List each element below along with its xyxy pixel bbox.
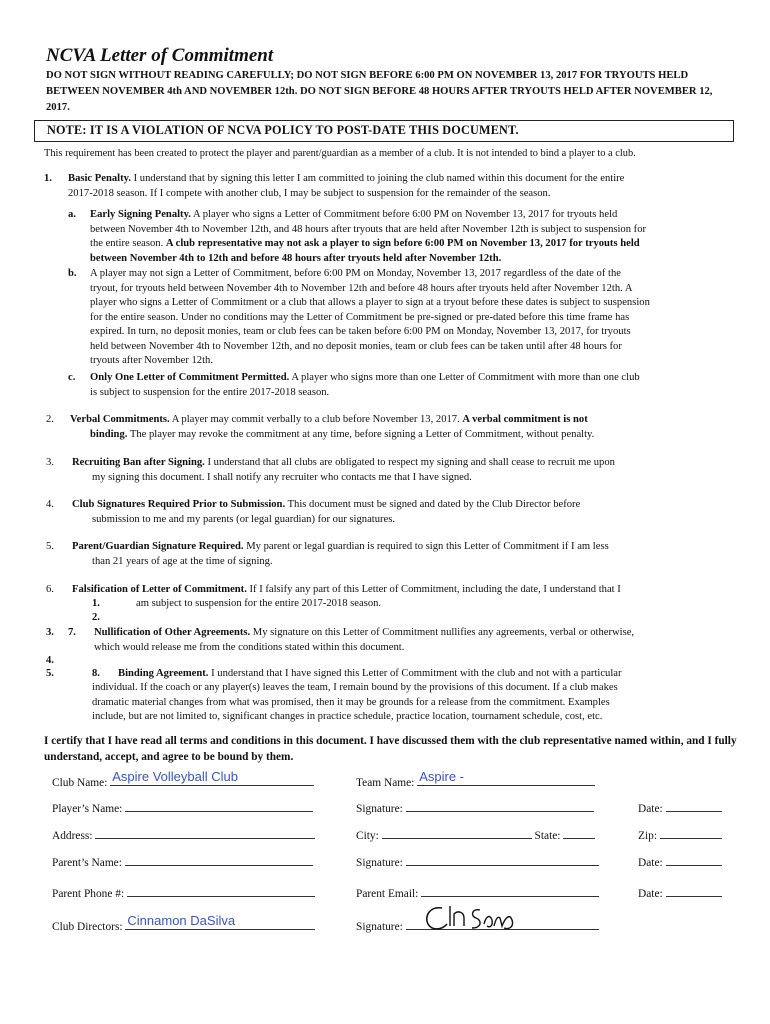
- parents-name-field[interactable]: [125, 853, 313, 866]
- parents-name-row: Parent’s Name:: [52, 853, 313, 869]
- section-6: Falsification of Letter of Commitment. If I falsify any part of this Letter of Commitment, including the date, I understand that I: [72, 584, 621, 595]
- team-name-field[interactable]: Aspire -: [417, 773, 595, 786]
- section-5-heading: Parent/Guardian Signature Required.: [72, 541, 244, 552]
- section-1-heading: Basic Penalty.: [68, 173, 131, 184]
- signature-stroke-lva: [494, 917, 513, 929]
- parent-date-row: Date:: [638, 853, 722, 869]
- parent-signature-row: Signature:: [356, 853, 599, 869]
- players-name-row: Player’s Name:: [52, 799, 313, 815]
- city-field[interactable]: [382, 826, 532, 839]
- section-1a: Early Signing Penalty. A player who signs a Letter of Commitment before 6:00 PM on November 13, 2017 for tryouts held between November 4th to November 12th, and 48 hours after tryouts that are held after November 12th is subject to suspension for the entire season. A club representative may not ask a player to sign before 6:00 PM on November 13, 2017 for tryouts held between November 4th to 12th and before 48 hours after tryouts held after November 12th.: [90, 209, 647, 264]
- parent-email-date-field[interactable]: [666, 884, 722, 897]
- section-8-prefix-5: 5.: [46, 668, 54, 679]
- section-1-number: 1.: [44, 173, 52, 184]
- address-field[interactable]: [95, 826, 315, 839]
- player-signature-field[interactable]: [406, 799, 594, 812]
- signing-warning: DO NOT SIGN WITHOUT READING CAREFULLY; DO NOT SIGN BEFORE 6:00 PM ON NOVEMBER 13, 2017 FOR TRYOUTS HELD BETWEEN NOVEMBER 4th AND NOVEMBER 12th. DO NOT SIGN BEFORE 48 HOURS AFTER TRYOUTS HELD AFTER NOVEMBER 12, 2017.: [46, 70, 713, 113]
- signature-stroke-c: [427, 908, 447, 929]
- section-6-sub-1: 1.: [92, 598, 100, 609]
- section-7: Nullification of Other Agreements. My signature on this Letter of Commitment nullifies any agreements, verbal or otherwise, which would release me from the conditions stated within this document.: [94, 627, 635, 653]
- section-3-number: 3.: [46, 457, 54, 468]
- section-1: Basic Penalty. I understand that by signing this letter I am committed to joining the club named within this document for the entire 2017-2018 season. If I compete with another club, I may be subject to suspension for the remainder of the season.: [68, 173, 625, 199]
- team-name-row: Team Name: Aspire -: [356, 773, 595, 789]
- parent-date-field[interactable]: [666, 853, 722, 866]
- section-3: Recruiting Ban after Signing. I understand that all clubs are obligated to respect my signing and shall cease to recruit me upon my signing this document. I shall notify any recruiter who contacts me that I have signed.: [72, 457, 615, 483]
- address-row: Address:: [52, 826, 315, 842]
- club-name-row: Club Name: Aspire Volleyball Club: [52, 773, 314, 789]
- section-4: Club Signatures Required Prior to Submission. This document must be signed and dated by the Club Director before submission to me and my parents (or legal guardian) for our signatures.: [72, 499, 581, 525]
- section-5-number: 5.: [46, 541, 54, 552]
- player-signature-row: Signature:: [356, 799, 594, 815]
- section-1c-letter: c.: [68, 372, 76, 383]
- club-directors-field[interactable]: Cinnamon DaSilva: [125, 917, 315, 930]
- zip-field[interactable]: [660, 826, 722, 839]
- section-6-number: 6.: [46, 584, 54, 595]
- director-signature-image: [420, 902, 524, 936]
- document-title: NCVA Letter of Commitment: [46, 45, 274, 66]
- note-text: NOTE: IT IS A VIOLATION OF NCVA POLICY TO POST-DATE THIS DOCUMENT.: [47, 123, 519, 137]
- club-directors-row: Club Directors: Cinnamon DaSilva: [52, 917, 315, 933]
- signature-stroke-i: [484, 917, 492, 927]
- parent-email-field[interactable]: [421, 884, 599, 897]
- signature-stroke-n: [454, 912, 464, 926]
- section-1b: A player may not sign a Letter of Commitment, before 6:00 PM on Monday, November 13, 2017 regardless of the date of the tryout, for tryouts held between November 4th to November 12th and before 48 hours after tryouts held after November 12th. A player who signs a Letter of Commitment or a club that allows a player to sign at a tryout before these dates is subject to suspension for the entire season. Under no conditions may the Letter of Commitment be pre-signed or pre-dated before this time frame has expired. In turn, no deposit monies, team or club fees can be taken before 6:00 PM on Monday, November 13, 2017, for tryouts held between November 4th to November 12th, and no deposit monies, team or club fees can be taken until after 48 hours for tryouts after November 12th.: [90, 268, 650, 366]
- section-8-number: 8.: [92, 668, 100, 679]
- parent-phone-field[interactable]: [127, 884, 315, 897]
- section-2: Verbal Commitments. A player may commit verbally to a club before November 13, 2017. A verbal commitment is not binding. The player may revoke the commitment at any time, before signing a Letter of Commitment, without penalty.: [70, 414, 595, 440]
- section-2-number: 2.: [46, 414, 54, 425]
- note-box: [34, 120, 734, 142]
- section-3-heading: Recruiting Ban after Signing.: [72, 457, 205, 468]
- section-4-heading: Club Signatures Required Prior to Submission.: [72, 499, 286, 510]
- section-6-line-2: am subject to suspension for the entire 2017-2018 season.: [136, 598, 382, 609]
- parent-email-date-row: Date:: [638, 884, 722, 900]
- section-8-heading: Binding Agreement.: [118, 668, 209, 679]
- section-2-heading: Verbal Commitments.: [70, 414, 170, 425]
- section-1c: Only One Letter of Commitment Permitted. A player who signs more than one Letter of Commitment with more than one club is subject to suspension for the entire 2017-2018 season.: [90, 372, 640, 398]
- requirement-text: This requirement has been created to protect the player and parent/guardian as a member of a club. It is not intended to bind a player to a club.: [44, 148, 636, 159]
- director-signature-row: Signature:: [356, 917, 599, 933]
- section-8-body: individual. If the coach or any player(s) leaves the team, I remain bound by the provisions of this document. If a club makes dramatic material changes from what was promised, then it may be grounds for a release from the commitment. Examples include, but are not limited to, significant changes in practice schedule, practice location, tournament schedule, cost, etc.: [92, 682, 618, 722]
- state-field[interactable]: [563, 826, 595, 839]
- section-1c-heading: Only One Letter of Commitment Permitted.: [90, 372, 290, 383]
- player-date-field[interactable]: [666, 799, 722, 812]
- parent-signature-field[interactable]: [406, 853, 599, 866]
- players-name-field[interactable]: [125, 799, 313, 812]
- certification-statement: I certify that I have read all terms and conditions in this document. I have discussed them with the club representative named within, and I fully understand, accept, and agree to be bound by them.: [44, 735, 737, 763]
- section-6-sub-2: 2.: [92, 612, 100, 623]
- player-date-row: Date:: [638, 799, 722, 815]
- section-7-number: 7.: [68, 627, 76, 638]
- section-8: Binding Agreement. I understand that I have signed this Letter of Commitment with the club and not with a particular: [118, 668, 622, 679]
- parent-phone-row: Parent Phone #:: [52, 884, 315, 900]
- signature-stroke-s: [472, 910, 480, 928]
- section-7-prefix: 3.: [46, 627, 54, 638]
- section-4-number: 4.: [46, 499, 54, 510]
- parent-email-row: Parent Email:: [356, 884, 599, 900]
- zip-row: Zip:: [638, 826, 722, 842]
- club-name-field[interactable]: Aspire Volleyball Club: [110, 773, 314, 786]
- section-6-heading: Falsification of Letter of Commitment.: [72, 584, 247, 595]
- section-8-prefix-4: 4.: [46, 655, 54, 666]
- city-row: City: State:: [356, 826, 595, 842]
- section-1a-letter: a.: [68, 209, 76, 220]
- section-1a-heading: Early Signing Penalty.: [90, 209, 191, 220]
- section-1b-letter: b.: [68, 268, 77, 279]
- section-5: Parent/Guardian Signature Required. My parent or legal guardian is required to sign this Letter of Commitment if I am less than 21 years of age at the time of signing.: [72, 541, 609, 567]
- section-7-heading: Nullification of Other Agreements.: [94, 627, 251, 638]
